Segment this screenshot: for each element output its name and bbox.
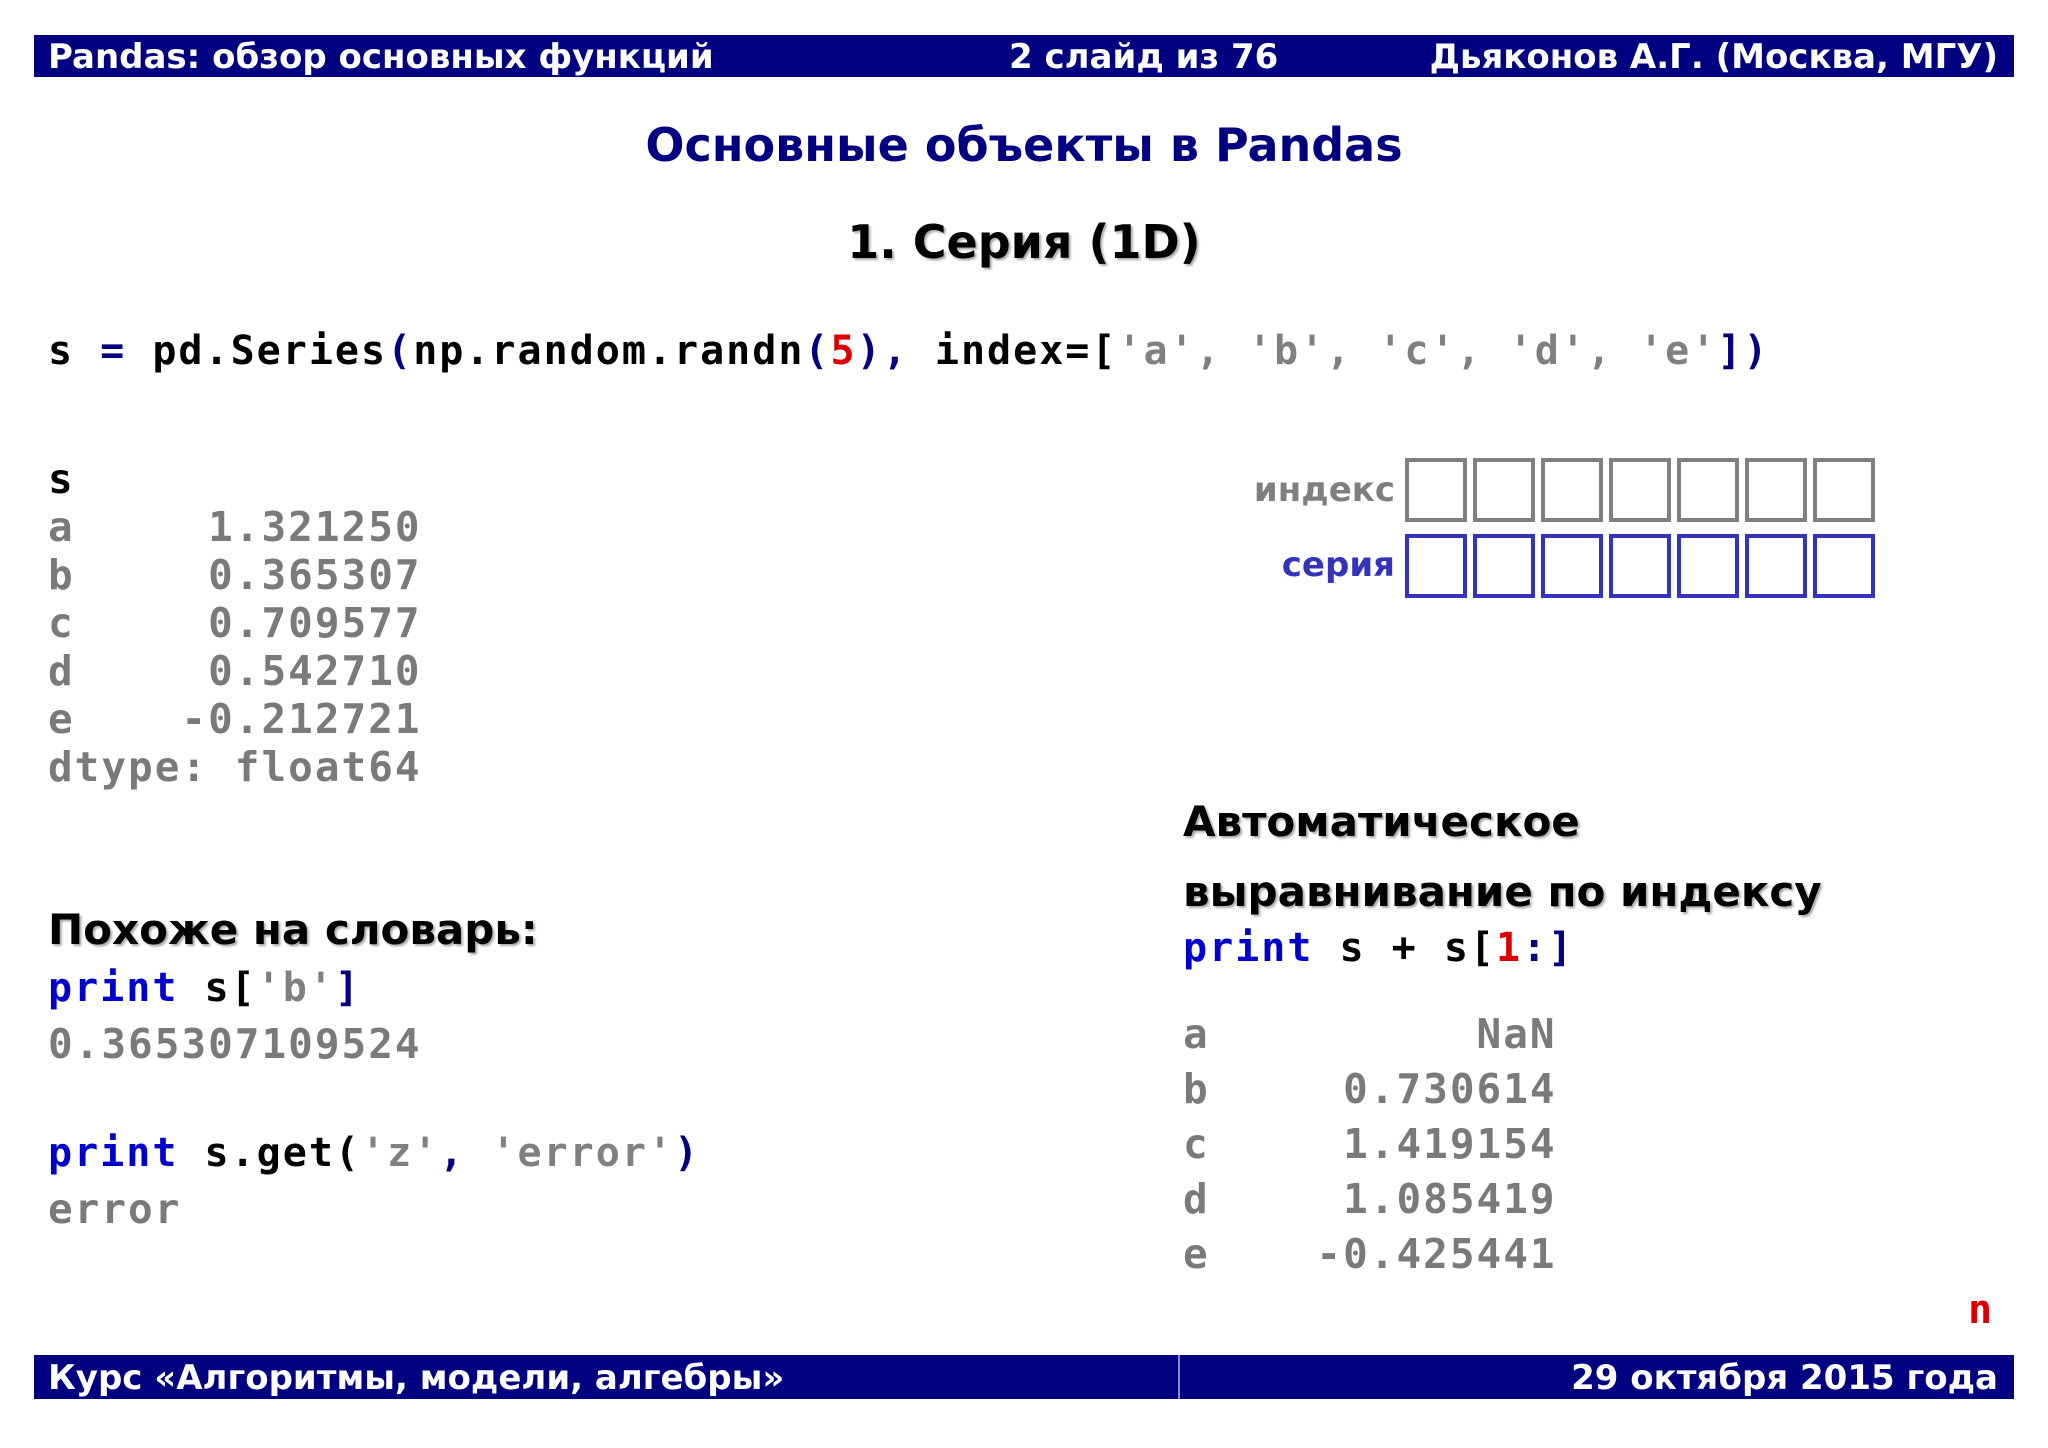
code-paren: ( [804,328,831,374]
output-row-value: -0.425441 [1289,1230,1557,1278]
dict-index-code [48,965,361,1011]
footer-divider [1178,1355,1180,1399]
output-row-index: d [1183,1175,1210,1223]
corner-mark: n [1968,1287,1993,1333]
code-print-keyword: print [48,965,179,1011]
code-function: pd.Series [152,328,388,374]
dict-heading: Похоже на словарь: [48,905,538,954]
output-row-index: c [1183,1120,1210,1168]
dict-index-result: 0.365307109524 [48,1020,422,1068]
output-row-value: 0.365307 [154,551,422,599]
code-string-list: 'a', 'b', 'c', 'd', 'e' [1117,328,1718,374]
code-print-keyword: print [48,1130,179,1176]
output-row-index: c [48,599,75,647]
code-string: 'z' [361,1130,440,1176]
code-comma: , [882,328,935,374]
code-variable: s [48,328,75,374]
output-row-value: 0.542710 [154,647,422,695]
output-row-value: -0.212721 [154,695,422,743]
code-comma: , [439,1130,492,1176]
output-row-value: 1.321250 [154,503,422,551]
index-cells [1405,458,1875,522]
output-row-index: b [1183,1065,1210,1113]
index-label: индекс [1253,470,1395,510]
series-label: серия [1281,545,1395,585]
index-cell [1405,458,1467,522]
index-cell [1609,458,1671,522]
output-row-index: b [48,551,75,599]
dict-get-result: error [48,1185,182,1233]
code-paren: ]) [1717,328,1770,374]
series-output [48,455,422,791]
output-row-value: NaN [1289,1010,1557,1058]
slide-title: Основные объекты в Pandas [645,118,1403,172]
footer-bar [34,1355,2014,1399]
slide-subtitle: 1. Серия (1D) [847,215,1201,269]
header-author: Дьяконов А.Г. (Москва, МГУ) [1429,37,1998,77]
series-cell [1813,534,1875,598]
code-argument: np.random.randn [413,328,805,374]
series-cell [1541,534,1603,598]
index-cell [1745,458,1807,522]
series-cell [1473,534,1535,598]
align-output [1183,1007,1557,1282]
code-paren: ( [387,328,414,374]
code-bracket: ] [334,965,362,1011]
index-cell [1541,458,1603,522]
index-cell [1677,458,1739,522]
code-string: 'b' [256,965,335,1011]
output-row-index: d [48,647,75,695]
code-operator: = [74,328,153,374]
code-print-keyword: print [1183,925,1314,971]
dict-get-code [48,1130,700,1176]
code-keyword-arg: index=[ [934,328,1118,374]
code-expression: s[ [178,965,257,1011]
output-row-value: 0.730614 [1289,1065,1557,1113]
output-row-value: 0.709577 [154,599,422,647]
series-cell [1609,534,1671,598]
series-cells [1405,534,1875,598]
index-cell [1813,458,1875,522]
output-row-index: a [48,503,75,551]
series-cell [1677,534,1739,598]
output-row-index: e [48,695,75,743]
header-course-title: Pandas: обзор основных функций [48,37,714,77]
code-paren: ) [674,1130,701,1176]
footer-course: Курс «Алгоритмы, модели, алгебры» [48,1358,785,1398]
series-constructor-code [48,328,1770,374]
index-cell [1473,458,1535,522]
output-row-value: 1.419154 [1289,1120,1557,1168]
code-expression: s + s[ [1313,925,1496,971]
align-heading-line2: выравнивание по индексу [1183,867,1822,916]
header-bar [34,35,2014,77]
output-dtype: dtype: float64 [48,743,422,791]
output-row-index: a [1183,1010,1210,1058]
code-string: 'error' [491,1130,674,1176]
code-number: 5 [830,328,857,374]
output-row-index: e [1183,1230,1210,1278]
code-slice: :] [1522,925,1575,971]
align-code [1183,925,1574,971]
header-slide-counter: 2 слайд из 76 [1009,37,1279,77]
code-expression: s.get( [178,1130,361,1176]
output-row-value: 1.085419 [1289,1175,1557,1223]
output-name: s [48,455,75,503]
series-cell [1745,534,1807,598]
code-number: 1 [1496,925,1523,971]
series-cell [1405,534,1467,598]
code-paren: ) [856,328,883,374]
align-heading-line1: Автоматическое [1183,797,1580,846]
footer-date: 29 октября 2015 года [1571,1358,1998,1398]
